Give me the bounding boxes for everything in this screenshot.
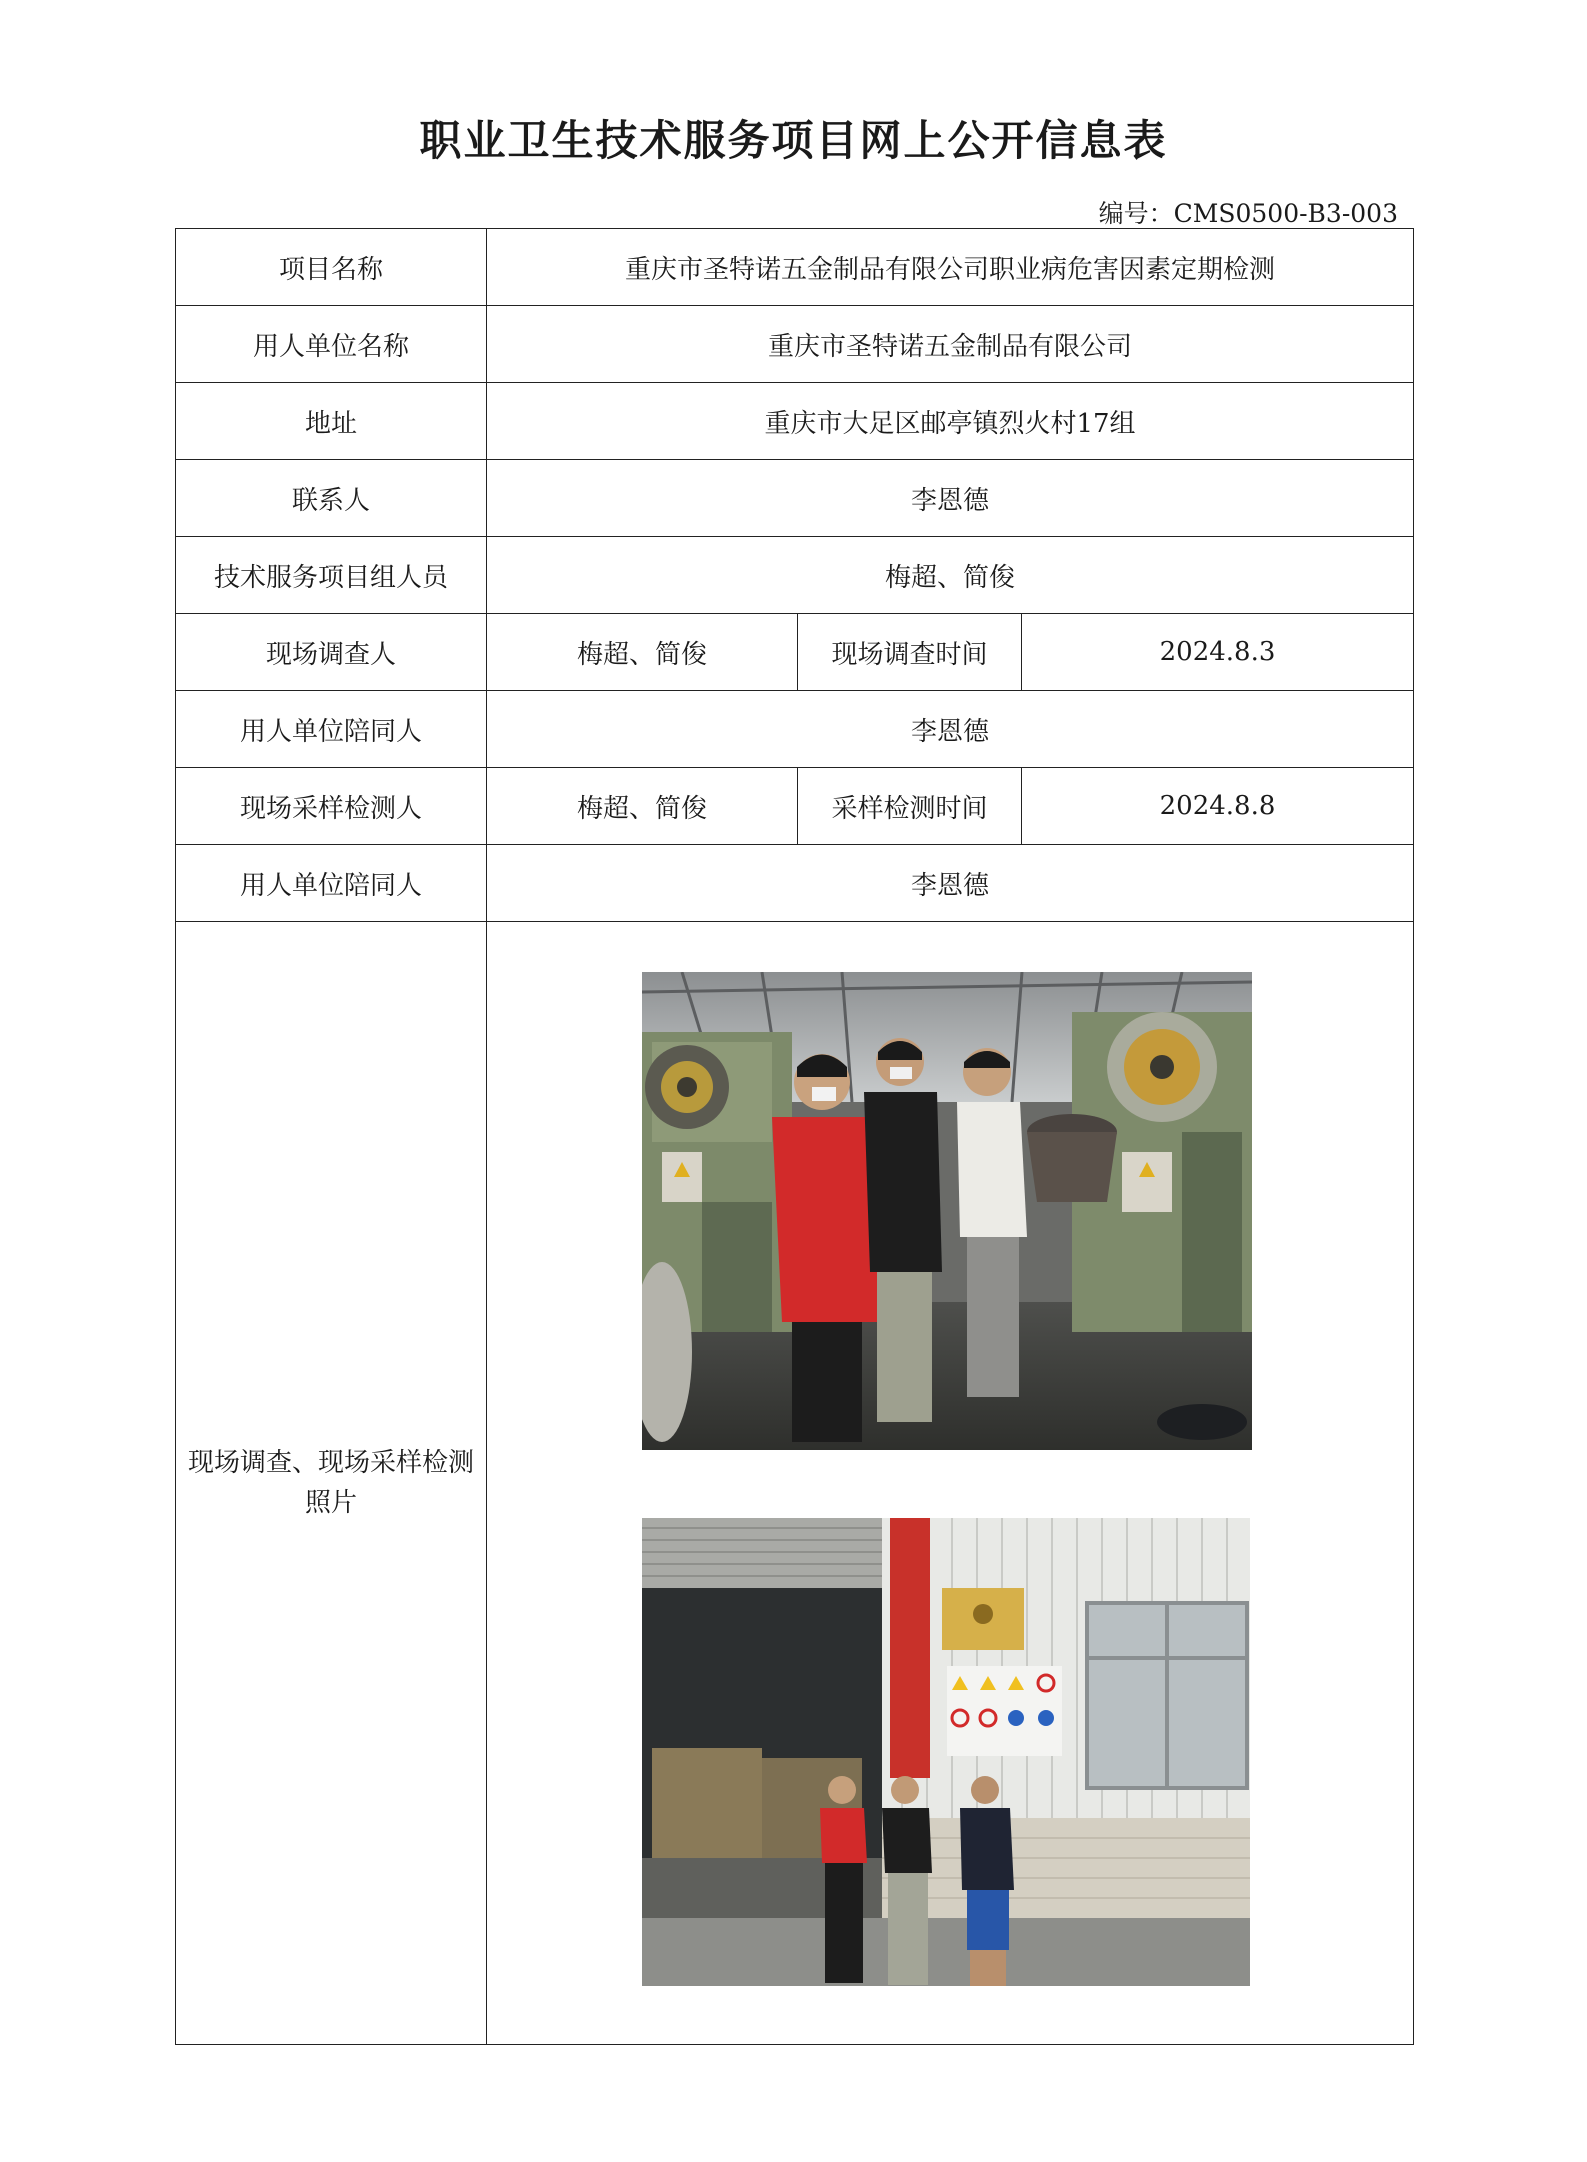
document-number: 编号：CMS0500-B3-003 <box>1098 199 1398 228</box>
survey-time-value: 2024.8.3 <box>1022 614 1414 691</box>
table-row <box>176 460 1414 537</box>
project-name-label: 项目名称 <box>176 229 487 306</box>
table-row <box>176 845 1414 922</box>
survey-person-label: 现场调查人 <box>176 614 487 691</box>
survey-person-value: 梅超、简俊 <box>487 614 798 691</box>
photos-label-text: 现场调查、现场采样检测照片 <box>188 1448 475 1518</box>
document-title: 职业卫生技术服务项目网上公开信息表 <box>419 116 1168 165</box>
survey-time-label: 现场调查时间 <box>798 614 1022 691</box>
escort-value: 李恩德 <box>487 845 1414 922</box>
contact-label: 联系人 <box>176 460 487 537</box>
site-entrance-photo <box>642 1518 1250 1986</box>
site-survey-photo <box>642 972 1252 1450</box>
team-label: 技术服务项目组人员 <box>176 537 487 614</box>
table-row <box>176 229 1414 306</box>
team-value: 梅超、简俊 <box>487 537 1414 614</box>
project-name-value: 重庆市圣特诺五金制品有限公司职业病危害因素定期检测 <box>487 229 1414 306</box>
sampling-time-label: 采样检测时间 <box>798 768 1022 845</box>
photos-label <box>176 922 487 2045</box>
sampling-person-value: 梅超、简俊 <box>487 768 798 845</box>
escort-label: 用人单位陪同人 <box>176 845 487 922</box>
table-row <box>176 768 1414 845</box>
sampling-time-value: 2024.8.8 <box>1022 768 1414 845</box>
info-table <box>175 228 1414 2045</box>
employer-value: 重庆市圣特诺五金制品有限公司 <box>487 306 1414 383</box>
table-row <box>176 306 1414 383</box>
address-label: 地址 <box>176 383 487 460</box>
table-row <box>176 537 1414 614</box>
escort-label: 用人单位陪同人 <box>176 691 487 768</box>
sampling-person-label: 现场采样检测人 <box>176 768 487 845</box>
table-row <box>176 691 1414 768</box>
photos-cell <box>487 922 1414 2045</box>
address-value: 重庆市大足区邮亭镇烈火村17组 <box>487 383 1414 460</box>
table-row <box>176 922 1414 2045</box>
table-row <box>176 614 1414 691</box>
escort-value: 李恩德 <box>487 691 1414 768</box>
table-row <box>176 383 1414 460</box>
contact-value: 李恩德 <box>487 460 1414 537</box>
employer-label: 用人单位名称 <box>176 306 487 383</box>
